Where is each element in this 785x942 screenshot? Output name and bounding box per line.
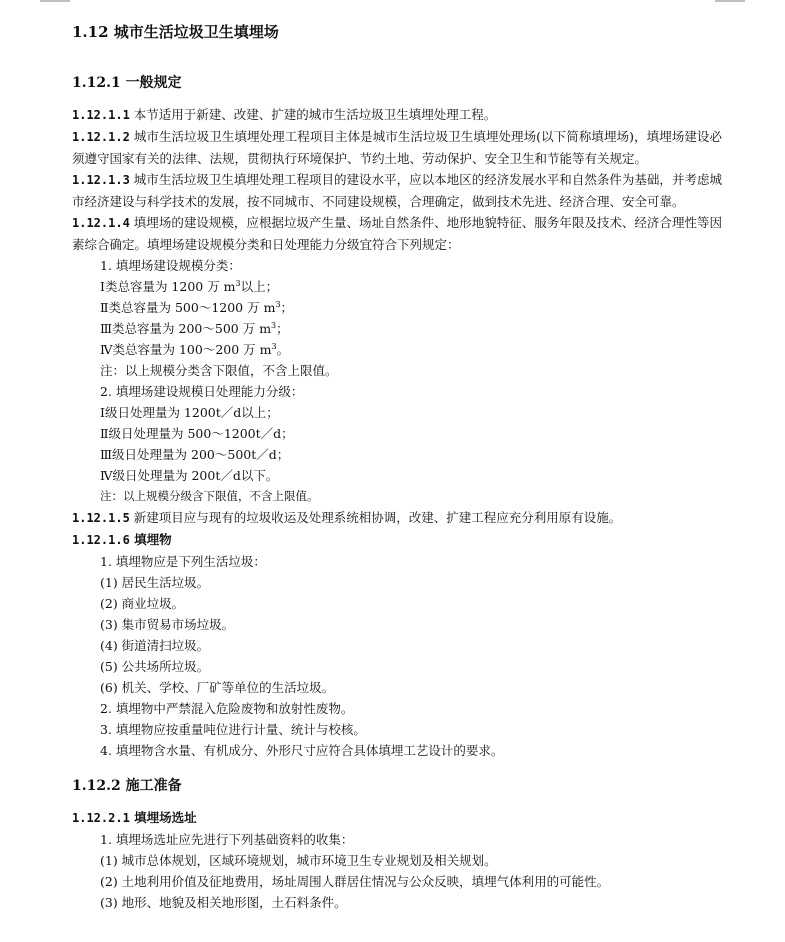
list-item: (3) 集市贸易市场垃圾。	[100, 617, 235, 632]
clause-1-12-1-5	[72, 507, 722, 529]
section-title: 1.12 城市生活垃圾卫生填埋场	[72, 23, 279, 41]
list-item	[72, 297, 722, 318]
list-item: 2. 填埋场建设规模日处理能力分级：	[100, 384, 304, 399]
clause-number: 1.12.2.1	[72, 811, 130, 825]
clause-1-12-2-1	[72, 807, 722, 829]
list-item	[72, 276, 722, 297]
list-item: 1. 填埋场选址应先进行下列基础资料的收集：	[100, 832, 354, 847]
list-item: (4) 街道清扫垃圾。	[100, 638, 210, 653]
subsection-title-general: 1.12.1 一般规定	[72, 75, 182, 91]
clause-number: 1.12.1.1	[72, 108, 130, 122]
superscript: 3	[275, 299, 281, 309]
clause-title: 填埋场选址	[129, 810, 197, 825]
list-item	[72, 318, 722, 339]
note: 注：以上规模分级含下限值，不含上限值。	[100, 489, 319, 503]
clause-text: 填埋场的建设规模，应根据垃圾产生量、场址自然条件、地形地貌特征、服务年限及技术、经济合理性等因素综合确定。填埋场建设规模分类和日处理能力分级宜符合下列规定：	[72, 215, 722, 252]
list-item: (2) 土地利用价值及征地费用，场址周围人群居住情况与公众反映，填埋气体利用的可能性。	[100, 874, 610, 889]
superscript: 3	[271, 320, 277, 330]
clause-number: 1.12.1.2	[72, 130, 130, 144]
clause-number: 1.12.1.5	[72, 511, 130, 525]
superscript: 3	[271, 341, 277, 351]
clause-title: 填埋物	[129, 532, 172, 547]
page-corner-mark-left	[40, 0, 70, 2]
list-item-text: ；	[280, 300, 294, 315]
clause-1-12-1-2	[72, 126, 722, 169]
note: 注：以上规模分类含下限值，不含上限值。	[100, 363, 338, 378]
clause-number: 1.12.1.6	[72, 533, 130, 547]
list-item-text: ；	[276, 321, 289, 336]
list-item-text: Ⅱ类总容量为 500～1200 万 m	[100, 300, 276, 315]
clause-number: 1.12.1.4	[72, 216, 130, 230]
clause-number: 1.12.1.3	[72, 173, 130, 187]
list-item: (3) 地形、地貌及相关地形图，土石料条件。	[100, 895, 347, 910]
clause-text: 城市生活垃圾卫生填埋处理工程项目的建设水平，应以本地区的经济发展水平和自然条件为基础，并考虑城市经济建设与科学技术的发展，按不同城市、不同建设规模，合理确定，做到技术先进、经济合理、安全可靠。	[72, 172, 722, 209]
list-item-text: Ⅳ类总容量为 100～200 万 m	[100, 342, 272, 357]
list-item: 1. 填埋场建设规模分类：	[100, 258, 241, 273]
list-item	[72, 339, 722, 360]
clause-1-12-1-1	[72, 104, 722, 126]
list-item: Ⅲ级日处理量为 200～500t／d；	[100, 447, 290, 462]
list-item: Ⅳ级日处理量为 200t／d以下。	[100, 468, 279, 483]
list-item-text: Ⅲ类总容量为 200～500 万 m	[100, 321, 272, 336]
list-item: Ⅱ级日处理量为 500～1200t／d；	[100, 426, 294, 441]
list-item: Ⅰ级日处理量为 1200t／d以上；	[100, 405, 279, 420]
list-item: (5) 公共场所垃圾。	[100, 659, 210, 674]
list-item: 2. 填埋物中严禁混入危险废物和放射性废物。	[100, 701, 354, 716]
list-item: (6) 机关、学校、厂矿等单位的生活垃圾。	[100, 680, 335, 695]
clause-text: 新建项目应与现有的垃圾收运及处理系统相协调，改建、扩建工程应充分利用原有设施。	[129, 510, 622, 525]
list-item: 4. 填埋物含水量、有机成分、外形尺寸应符合具体填埋工艺设计的要求。	[100, 743, 504, 758]
list-item-text: Ⅰ类总容量为 1200 万 m	[100, 279, 236, 294]
list-item: (2) 商业垃圾。	[100, 596, 185, 611]
subsection-title-preparation: 1.12.2 施工准备	[72, 778, 182, 794]
clause-1-12-1-4	[72, 212, 722, 255]
clause-1-12-1-3	[72, 169, 722, 212]
clause-text: 城市生活垃圾卫生填埋处理工程项目主体是城市生活垃圾卫生填埋处理场(以下简称填埋场)，填埋场建设必须遵守国家有关的法律、法规，贯彻执行环境保护、节约土地、劳动保护、安全卫生和节能等有关规定。	[72, 129, 722, 166]
document-page	[72, 14, 722, 913]
page-corner-mark-right	[715, 0, 745, 2]
list-item: (1) 居民生活垃圾。	[100, 575, 210, 590]
list-item-text: 。	[276, 342, 290, 357]
list-item-text: 以上；	[240, 279, 279, 294]
superscript: 3	[235, 278, 241, 288]
list-item: 1. 填埋物应是下列生活垃圾：	[100, 554, 266, 569]
list-item: 3. 填埋物应按重量吨位进行计量、统计与校核。	[100, 722, 366, 737]
clause-1-12-1-6	[72, 529, 722, 551]
clause-text: 本节适用于新建、改建、扩建的城市生活垃圾卫生填埋处理工程。	[129, 107, 497, 122]
list-item: (1) 城市总体规划，区域环境规划，城市环境卫生专业规划及相关规划。	[100, 853, 497, 868]
